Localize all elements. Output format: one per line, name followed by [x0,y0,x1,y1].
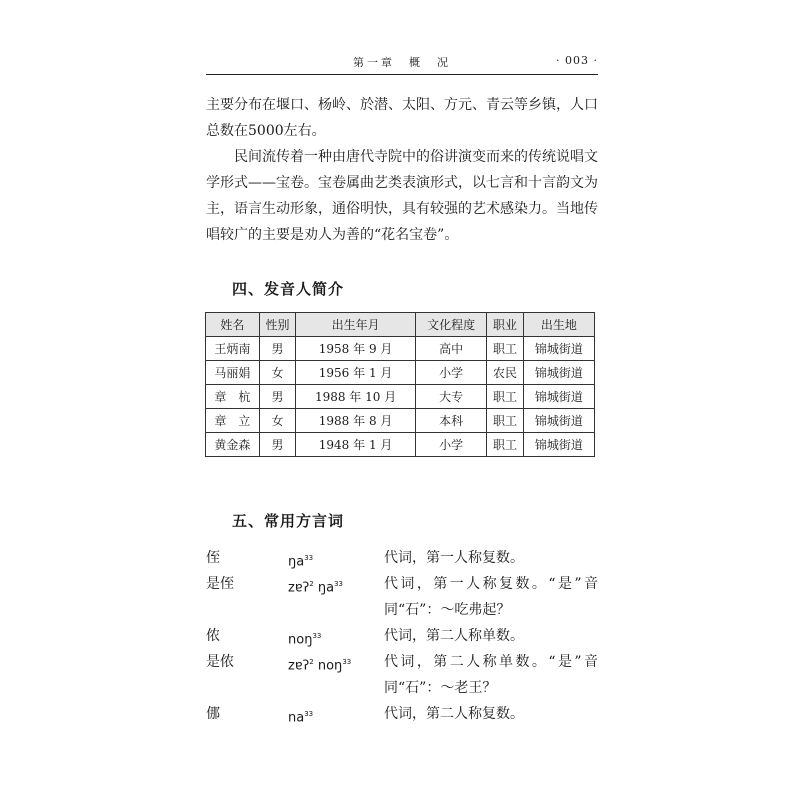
table-cell: 女 [259,361,295,385]
definition: 代词，第一人称复数。“是”音同“石”：～吃弗起？ [384,576,598,618]
speaker-table [205,312,595,457]
table-row [206,385,595,409]
column-header: 职业 [487,313,523,337]
table-cell: 小学 [415,361,486,385]
table-cell: 1948 年 1 月 [296,433,416,457]
pronunciation: $na^{33}$ [288,710,314,726]
table-row [206,409,595,433]
table-cell: 锦城街道 [523,433,594,457]
table-cell: 马丽娟 [206,361,260,385]
table-row [206,337,595,361]
list-item [206,623,598,649]
table-cell: 王炳南 [206,337,260,361]
table-cell: 职工 [487,337,523,361]
pronunciation: zɐʔ$^2$ $ŋa^{33}$ [288,580,343,596]
table-cell: 职工 [487,433,523,457]
list-item [206,649,598,701]
table-cell: 锦城街道 [523,385,594,409]
table-cell: 1988 年 10 月 [296,385,416,409]
table-cell: 1988 年 8 月 [296,409,416,433]
paragraph-population: 主要分布在堰口、杨岭、於潜、太阳、方元、青云等乡镇，人口总数在5000左右。 [206,97,598,139]
column-header: 文化程度 [415,313,486,337]
table-cell: 女 [259,409,295,433]
paragraph-baojuan: 民间流传着一种由唐代寺院中的俗讲演变而来的传统说唱文学形式——宝卷。宝卷属曲艺类表演形式，以七言和十言韵文为主，语言生动形象，通俗明快，具有较强的艺术感染力。当地传唱较广的主要是劝人为善的“花名宝卷”。 [206,149,598,243]
dialect-word: 侬 [206,628,220,644]
table-cell: 职工 [487,385,523,409]
list-item [206,701,598,727]
column-header: 出生年月 [296,313,416,337]
definition: 代词，第二人称复数。 [384,706,524,722]
table-cell: 锦城街道 [523,409,594,433]
dialect-word: 是侄 [206,576,234,592]
table-cell: 章 杭 [206,385,260,409]
dialect-word: 是侬 [206,654,234,670]
list-item [206,545,598,571]
page-number: · 003 · [556,54,598,67]
pronunciation: $ŋa^{33}$ [288,554,314,570]
table-cell: 职工 [487,409,523,433]
table-cell: 本科 [415,409,486,433]
section-heading-speakers: 四、发音人简介 [232,280,345,298]
table-cell: 男 [259,433,295,457]
table-cell: 大专 [415,385,486,409]
table-cell: 男 [259,385,295,409]
section-heading-vocabulary: 五、常用方言词 [232,512,345,530]
table-cell: 黄金森 [206,433,260,457]
column-header: 出生地 [523,313,594,337]
pronunciation: zɐʔ$^2$ noŋ$^{33}$ [288,658,352,674]
dialect-word: 侄 [206,550,220,566]
table-row [206,433,595,457]
definition: 代词，第二人称单数。“是”音同“石”：～老王？ [384,654,598,696]
list-item [206,571,598,623]
table-cell: 章 立 [206,409,260,433]
running-header [206,48,598,75]
definition: 代词，第二人称单数。 [384,628,524,644]
table-header-row [206,313,595,337]
table-row [206,361,595,385]
table-cell: 高中 [415,337,486,361]
table-cell: 锦城街道 [523,337,594,361]
table-cell: 1956 年 1 月 [296,361,416,385]
table-cell: 1958 年 9 月 [296,337,416,361]
table-cell: 锦城街道 [523,361,594,385]
dialect-word: 㑚 [206,706,220,722]
column-header: 性别 [259,313,295,337]
chapter-title: 第一章 概 况 [353,56,451,69]
table-cell: 小学 [415,433,486,457]
column-header: 姓名 [206,313,260,337]
pronunciation: noŋ$^{33}$ [288,632,322,648]
table-cell: 农民 [487,361,523,385]
definition: 代词，第一人称复数。 [384,550,524,566]
table-cell: 男 [259,337,295,361]
